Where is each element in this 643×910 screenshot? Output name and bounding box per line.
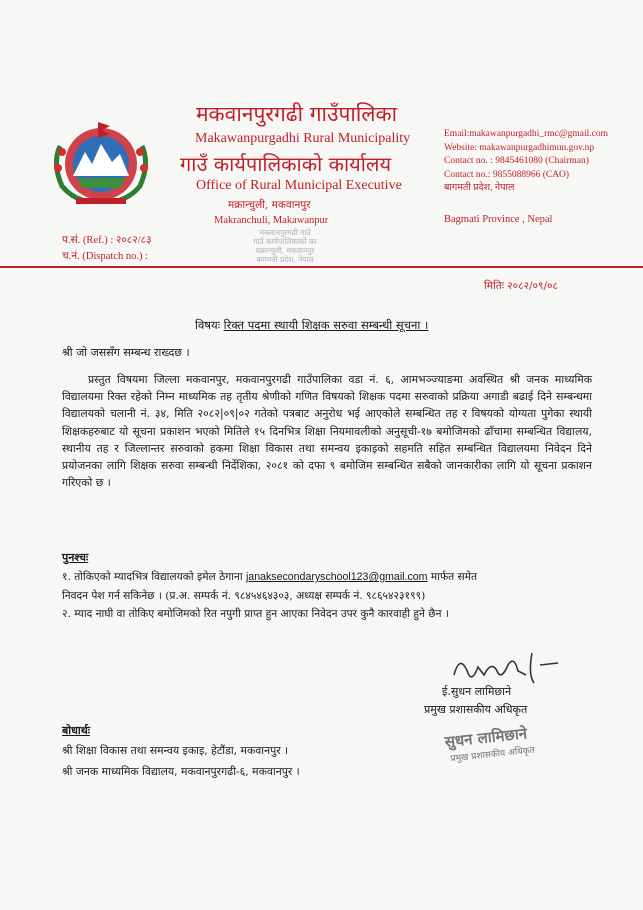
- signatory-title: प्रमुख प्रशासकीय अधिकृत: [424, 703, 528, 716]
- address-en: Makranchuli, Makawanpur: [214, 215, 329, 226]
- cc-list: [62, 740, 300, 782]
- seal-line: मक्रान्चुली, मकवानपुर: [255, 246, 315, 255]
- stamp-title: प्रमुख प्रशासकीय अधिकृत: [450, 745, 536, 765]
- contact-chairman: Contact no. : 9845461080 (Chairman): [444, 156, 589, 166]
- nepal-emblem-icon: [40, 116, 162, 206]
- office-name-np: गाउँ कार्यपालिकाको कार्यालय: [180, 152, 392, 176]
- subject-line: [195, 318, 428, 333]
- salutation: श्री जो जससँग सम्बन्ध राख्दछ ।: [62, 346, 190, 359]
- seal-line: गाउँ कार्यपालिकाको का: [253, 237, 317, 246]
- contact-email[interactable]: Email:makawanpurgadhi_rmc@gmail.com: [444, 129, 608, 139]
- reference-block: [62, 233, 152, 265]
- letter-body: प्रस्तुत विषयमा जिल्ला मकवानपुर, मकवानपुरगढी गाउँपालिका वडा नं. ६, आमभञ्ज्याङमा अवस्थित श्री जनक माध्यमिक विद्यालयमा रिक्त रहेको निम्न माध्यमिक तह तृतीय श्रेणीको गणित विषयको शिक्षक पदमा सरुवाको प्रक्रिया अगाडी बढाई दिने सम्बन्धमा विद्यालयको चलानी नं. ३४, मिति २०८२|०९|०२ गतेको पत्रबाट अनुरोध भई आएकोले सम्बन्धित तह र विषयको योग्यता पुगेका स्थायी शिक्षकहरुबाट यो सूचना प्रकाशन भएको मितिले १५ दिनभित्र शिक्षा नियमावलीको अनुसूची-१७ बमोजिमको ढाँचामा सम्बन्धित विद्यालय, स्थानीय तह र जिल्लान्तर सरुवाको हकमा शिक्षा विकास तथा समन्वय इकाइको सहमति सहित सम्बन्धित विद्यालयमा निवेदन दिने प्रयोजनका लागि शिक्षक सरुवा सम्बन्धी निर्देशिका, २०८१ को दफा ९ बमोजिम सम्बन्धित सबैको जानकारीका लागि यो सूचना प्रकाशन गरिएको छ ।: [62, 373, 592, 490]
- postscript-text: १. तोकिएको म्यादभित्र विद्यालयको इमेल ठेगाना: [62, 571, 243, 583]
- municipality-name-np: मकवानपुरगढी गाउँपालिका: [196, 102, 398, 126]
- official-stamp: [430, 719, 574, 781]
- subject-text: रिक्त पदमा स्थायी शिक्षक सरुवा सम्बन्धी सूचना ।: [223, 318, 429, 332]
- contact-website[interactable]: Website: makawanpurgadhimun.gov.np: [444, 142, 595, 153]
- postscript-item-1: [62, 568, 602, 587]
- contact-cao: Contact no.: 9855088966 (CAO): [444, 169, 570, 180]
- letter-date: मितिः २०८२/०९/०८: [484, 280, 558, 292]
- dispatch-number: च.नं. (Dispatch no.) :: [62, 251, 148, 262]
- postscript-item-2: २. म्याद नाघी वा तोकिए बमोजिमको रित नपुगी प्राप्त हुन आएका निवेदन उपर कुनै कारवाही हुने छैन ।: [62, 608, 449, 620]
- header-divider: [0, 266, 643, 268]
- cc-item: श्री जनक माध्यमिक विद्यालय, मकवानपुरगढी-६, मकवानपुर ।: [62, 765, 300, 778]
- stamp-name: सुधन लामिछाने: [443, 724, 528, 751]
- postscript-text: मार्फत समेत: [430, 571, 478, 583]
- signature-icon: [448, 645, 568, 687]
- school-email-link[interactable]: janaksecondaryschool123@gmail.com: [245, 571, 428, 583]
- postscript-item-1-cont: निवदन पेश गर्न सकिनेछ । (प्र.अ. सम्पर्क नं. ९८४५४६४३०३, अध्यक्ष सम्पर्क नं. ९८६५४२३१९९): [62, 589, 426, 602]
- subject-label: विषयः: [195, 318, 221, 332]
- cc-heading: बोधार्थः: [62, 724, 90, 737]
- ref-number: प.सं. (Ref.) : २०८२/८३: [62, 235, 152, 246]
- contact-block: [444, 128, 608, 196]
- office-seal: [222, 228, 348, 278]
- postscript-block: [62, 568, 602, 624]
- province-en: Bagmati Province , Nepal: [444, 214, 553, 225]
- postscript-heading: पुनश्चः: [62, 551, 89, 564]
- cc-item: श्री शिक्षा विकास तथा समन्वय इकाइ, हेटौंडा, मकवानपुर ।: [62, 744, 289, 757]
- address-np: मक्रान्चुली, मकवानपुर: [228, 199, 311, 211]
- seal-line: मकवानपुरगढी गाउँ: [259, 228, 311, 237]
- signatory-name: ई.सुधन लामिछाने: [442, 685, 512, 698]
- province-np: बागमती प्रदेश, नेपाल: [444, 183, 515, 193]
- office-name-en: Office of Rural Municipal Executive: [196, 178, 402, 193]
- seal-line: बागमती प्रदेश, नेपाल: [256, 255, 314, 264]
- municipality-name-en: Makawanpurgadhi Rural Municipality: [195, 131, 411, 146]
